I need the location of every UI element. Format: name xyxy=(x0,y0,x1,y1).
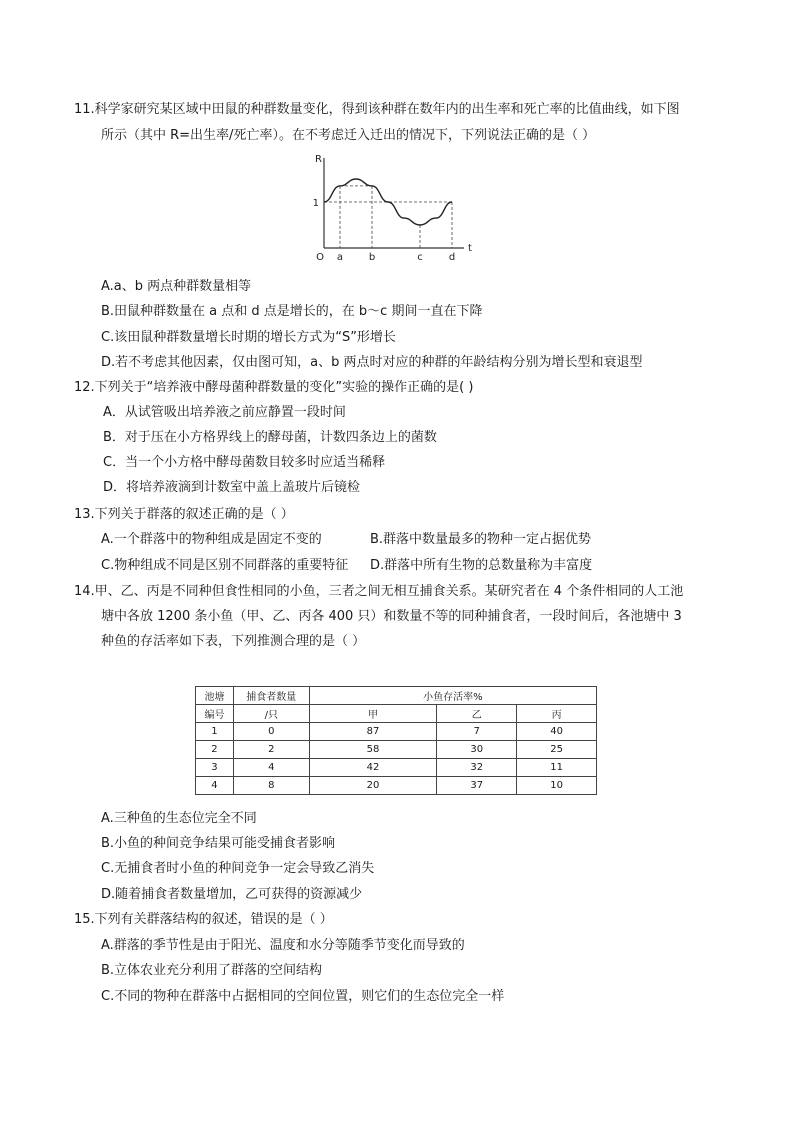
table-cell: 1 xyxy=(196,723,234,741)
x-tick-a: a xyxy=(336,252,344,263)
q13-option-a: A.一个群落中的物种组成是固定不变的 xyxy=(101,532,322,547)
table-cell: 11 xyxy=(517,759,597,777)
q15-stem: 15.下列有关群落结构的叙述，错误的是（ ） xyxy=(74,912,333,927)
q13-option-b: B.群落中数量最多的物种一定占据优势 xyxy=(370,532,592,547)
table-cell: 7 xyxy=(437,723,517,741)
table-row xyxy=(196,759,597,777)
table-cell: 4 xyxy=(196,777,234,795)
q13-stem: 13.下列关于群落的叙述正确的是（ ） xyxy=(74,507,294,522)
header-bing: 丙 xyxy=(517,705,597,723)
x-tick-d: d xyxy=(448,252,456,263)
q15-option-b: B.立体农业充分利用了群落的空间结构 xyxy=(101,963,323,978)
table-row xyxy=(196,741,597,759)
table-header-row xyxy=(196,687,597,705)
q13-option-d: D.群落中所有生物的总数量称为丰富度 xyxy=(370,558,593,573)
header-yi: 乙 xyxy=(437,705,517,723)
r-curve-chart xyxy=(308,152,478,268)
origin-label: O xyxy=(316,252,324,263)
table-cell: 42 xyxy=(309,759,437,777)
q14-stem-line3: 种鱼的存活率如下表，下列推测合理的是（ ） xyxy=(101,634,366,649)
table-cell: 25 xyxy=(517,741,597,759)
table-cell: 0 xyxy=(233,723,309,741)
table-row xyxy=(196,777,597,795)
table-cell: 58 xyxy=(309,741,437,759)
q11-option-a: A.a、b 两点种群数量相等 xyxy=(101,279,252,294)
x-axis-label: t xyxy=(468,243,472,254)
q11-stem-line1: 11.科学家研究某区域中田鼠的种群数量变化，得到该种群在数年内的出生率和死亡率的比值曲线，如下图 xyxy=(74,102,680,117)
table-cell: 30 xyxy=(437,741,517,759)
x-tick-c: c xyxy=(417,252,423,263)
q15-option-c: C.不同的物种在群落中占据相同的空间位置，则它们的生态位完全一样 xyxy=(101,989,505,1004)
header-pond-2: 编号 xyxy=(196,705,234,723)
q12-stem: 12.下列关于“培养液中酵母菌种群数量的变化”实验的操作正确的是( ) xyxy=(74,380,474,395)
table-cell: 10 xyxy=(517,777,597,795)
table-cell: 4 xyxy=(233,759,309,777)
q11-option-c: C.该田鼠种群数量增长时期的增长方式为“S”形增长 xyxy=(101,330,396,345)
table-cell: 37 xyxy=(437,777,517,795)
q15-option-a: A.群落的季节性是由于阳光、温度和水分等随季节变化而导致的 xyxy=(101,938,465,953)
table-cell: 32 xyxy=(437,759,517,777)
q11-option-b: B.田鼠种群数量在 a 点和 d 点是增长的，在 b～c 期间一直在下降 xyxy=(101,304,483,319)
table-cell: 2 xyxy=(233,741,309,759)
q12-option-b: B．对于压在小方格界线上的酵母菌，计数四条边上的菌数 xyxy=(103,430,437,445)
survival-table xyxy=(195,686,597,795)
table-cell: 2 xyxy=(196,741,234,759)
x-tick-b: b xyxy=(368,252,376,263)
table-subheader-row xyxy=(196,705,597,723)
q12-option-d: D．将培养液滴到计数室中盖上盖玻片后镜检 xyxy=(103,480,361,495)
q14-option-b: B.小鱼的种间竞争结果可能受捕食者影响 xyxy=(101,836,336,851)
header-predator-2: /只 xyxy=(233,705,309,723)
q14-stem-line1: 14.甲、乙、丙是不同种但食性相同的小鱼，三者之间无相互捕食关系。某研究者在 4 个条件相同的人工池 xyxy=(74,584,684,599)
q14-option-d: D.随着捕食者数量增加，乙可获得的资源减少 xyxy=(101,887,363,902)
table-cell: 3 xyxy=(196,759,234,777)
q12-option-c: C．当一个小方格中酵母菌数目较多时应适当稀释 xyxy=(103,455,386,470)
q13-option-c: C.物种组成不同是区别不同群落的重要特征 xyxy=(101,558,349,573)
q11-option-d: D.若不考虑其他因素，仅由图可知，a、b 两点时对应的种群的年龄结构分别为增长型和衰退型 xyxy=(101,355,643,370)
table-cell: 8 xyxy=(233,777,309,795)
r-series-line xyxy=(324,179,452,225)
q11-stem-line2: 所示（其中 R=出生率/死亡率）。在不考虑迁入迁出的情况下，下列说法正确的是（ ） xyxy=(101,128,596,143)
table-cell: 20 xyxy=(309,777,437,795)
y-axis-label: R xyxy=(315,154,322,165)
header-pond: 池塘 xyxy=(196,687,234,705)
q14-stem-line2: 塘中各放 1200 条小鱼（甲、乙、丙各 400 只）和数量不等的同种捕食者，一段时间后，各池塘中 3 xyxy=(101,609,682,624)
table-cell: 40 xyxy=(517,723,597,741)
header-predator: 捕食者数量 xyxy=(233,687,309,705)
q12-option-a: A．从试管吸出培养液之前应静置一段时间 xyxy=(103,405,346,420)
table-cell: 87 xyxy=(309,723,437,741)
q14-option-a: A.三种鱼的生态位完全不同 xyxy=(101,811,257,826)
header-survival: 小鱼存活率% xyxy=(309,687,596,705)
q14-option-c: C.无捕食者时小鱼的种间竞争一定会导致乙消失 xyxy=(101,861,375,876)
table-row xyxy=(196,723,597,741)
y-tick-1: 1 xyxy=(312,198,319,209)
header-jia: 甲 xyxy=(309,705,437,723)
